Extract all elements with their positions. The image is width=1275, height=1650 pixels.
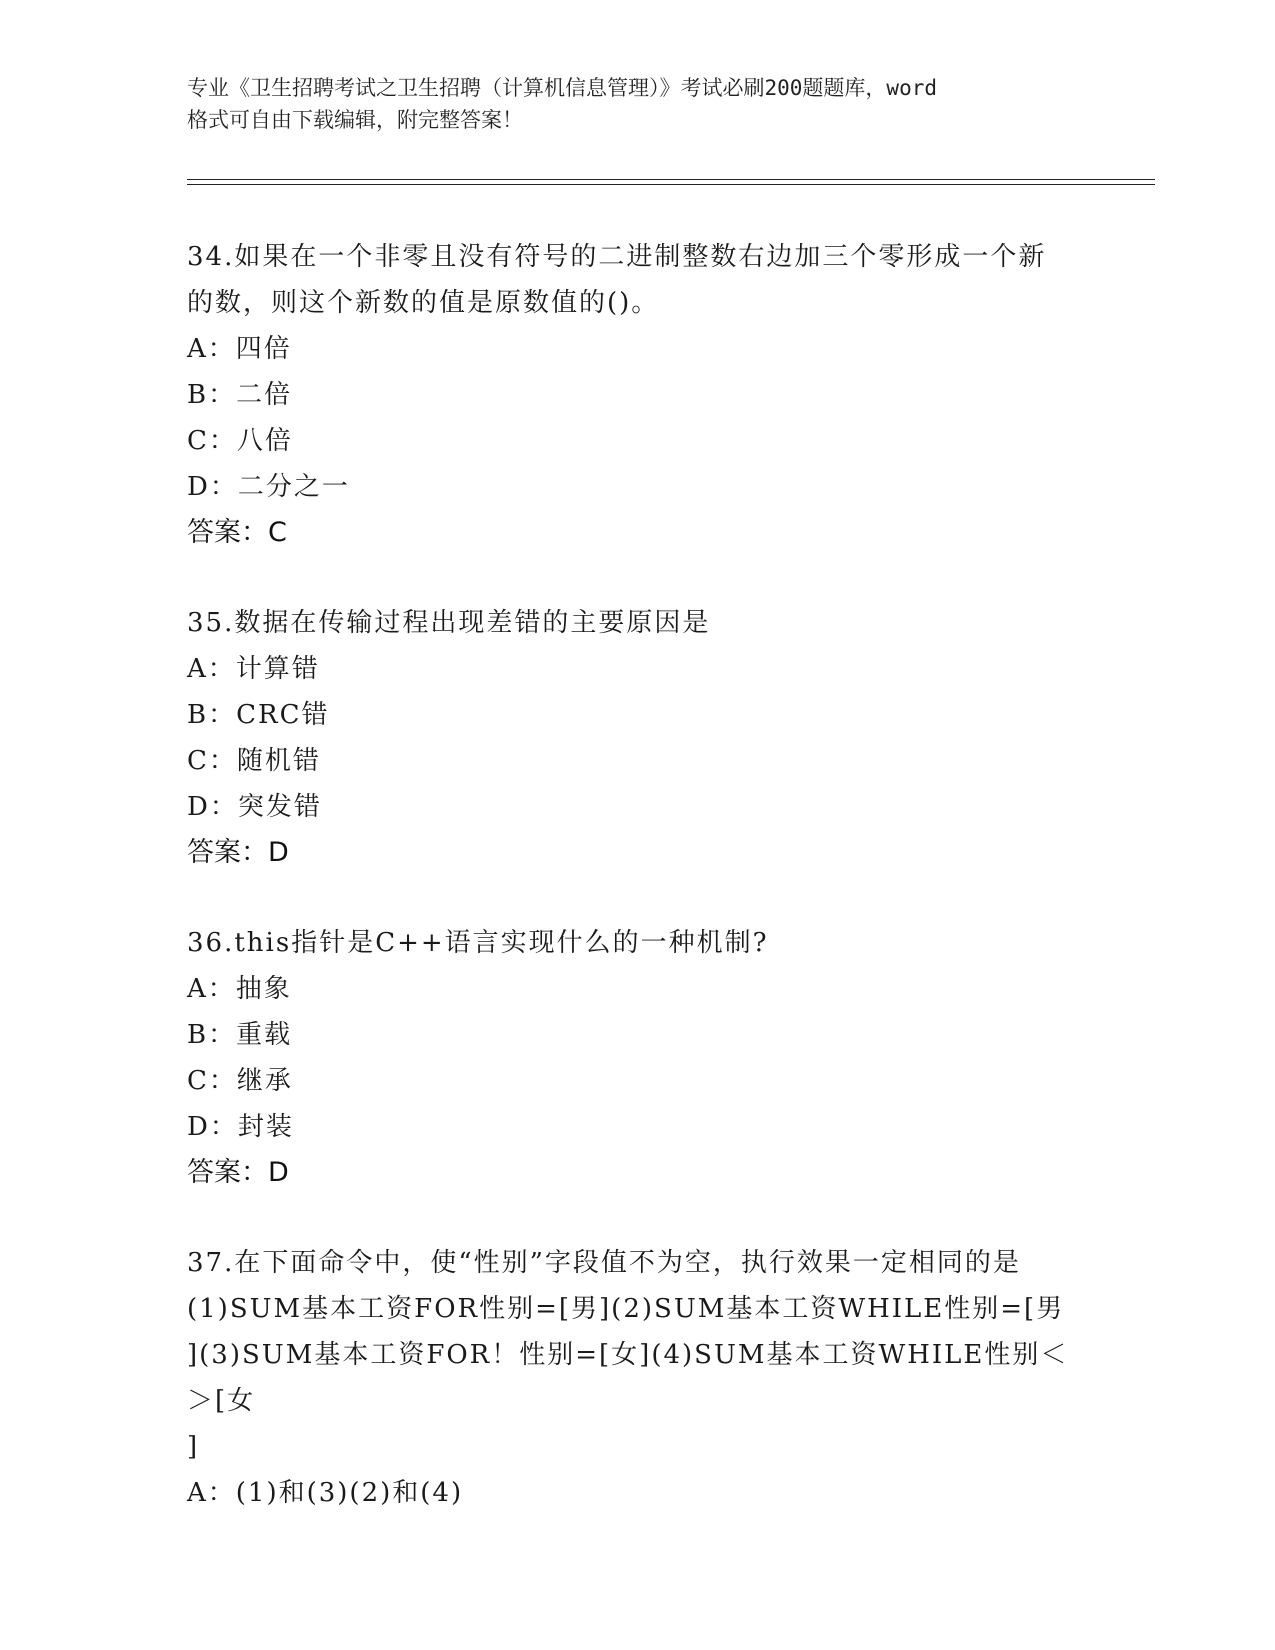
option-b: B：重载 — [187, 1020, 293, 1050]
question-text-line: (1)SUM基本工资FOR性别=[男](2)SUM基本工资WHILE性别=[男 — [187, 1294, 1065, 1324]
question-text-line: ] — [187, 1432, 200, 1462]
option-a: A：四倍 — [187, 334, 292, 364]
question-text-line: ](3)SUM基本工资FOR！性别=[女](4)SUM基本工资WHILE性别＜＞[女 — [187, 1340, 1069, 1416]
header-line-1: 专业《卫生招聘考试之卫生招聘（计算机信息管理）》考试必刷200题题库，word — [187, 76, 937, 100]
header-line-2: 格式可自由下载编辑，附完整答案！ — [187, 108, 523, 132]
header-divider-bottom — [187, 184, 1155, 185]
answer: 答案：D — [187, 837, 289, 868]
option-a: A：(1)和(3)(2)和(4) — [187, 1478, 464, 1508]
document-header — [187, 72, 1087, 136]
option-a: A：抽象 — [187, 974, 292, 1004]
option-d: D：二分之一 — [187, 472, 350, 502]
question-text-line: 的数，则这个新数的值是原数值的()。 — [187, 288, 660, 318]
option-d: D：突发错 — [187, 792, 322, 822]
question-text-line: 34.如果在一个非零且没有符号的二进制整数右边加三个零形成一个新 — [187, 242, 1047, 272]
answer: 答案：C — [187, 517, 287, 548]
option-c: C：八倍 — [187, 426, 293, 456]
question-list — [187, 234, 1087, 1516]
option-a: A：计算错 — [187, 654, 320, 684]
option-b: B：二倍 — [187, 380, 293, 410]
option-c: C：随机错 — [187, 746, 321, 776]
answer: 答案：D — [187, 1157, 289, 1188]
question-37 — [187, 1240, 1087, 1516]
question-36 — [187, 920, 1087, 1196]
question-34 — [187, 234, 1087, 556]
option-b: B：CRC错 — [187, 700, 330, 730]
option-c: C：继承 — [187, 1066, 293, 1096]
question-text-line: 35.数据在传输过程出现差错的主要原因是 — [187, 608, 711, 638]
question-text-line: 37.在下面命令中，使“性别”字段值不为空，执行效果一定相同的是 — [187, 1248, 1021, 1278]
question-35 — [187, 600, 1087, 876]
question-text-line: 36.this指针是C++语言实现什么的一种机制? — [187, 928, 769, 958]
option-d: D：封装 — [187, 1112, 294, 1142]
header-divider-top — [187, 179, 1155, 180]
